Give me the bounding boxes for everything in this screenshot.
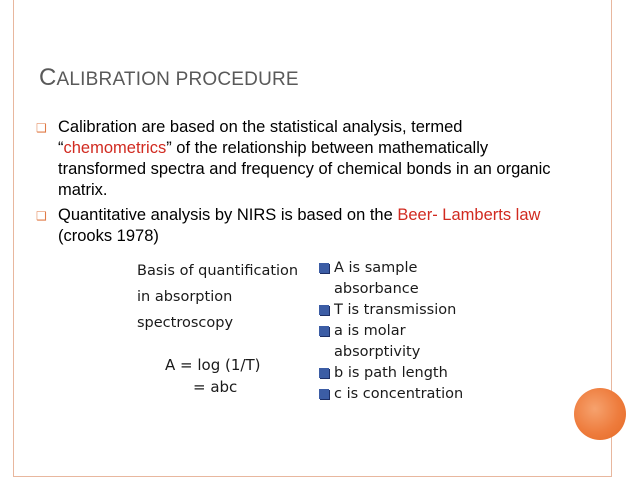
legend-text-continued: absorbance <box>334 281 419 297</box>
figure-caption <box>137 258 298 336</box>
caption-line: in absorption <box>137 289 233 305</box>
legend-text: A is sample <box>334 260 418 276</box>
title-initial: C <box>39 64 57 91</box>
legend-item <box>319 384 463 405</box>
variable-legend <box>319 258 463 405</box>
bullet-text-pre: Calibration are based on the statistical analysis, termed “ <box>58 118 463 157</box>
square-bullet-icon <box>319 368 329 378</box>
caption-line: Basis of quantification <box>137 263 299 279</box>
bullet-text <box>58 118 551 199</box>
bullet-list <box>36 117 556 251</box>
bullet-highlight: Beer- Lamberts law <box>397 206 541 224</box>
legend-text-continued: absorptivity <box>334 344 421 360</box>
bullet-text-post: ” of the relationship between mathematically transformed spectra and frequency of chemical bonds in an organic matrix. <box>58 139 551 199</box>
legend-item <box>319 321 463 342</box>
bullet-highlight: chemometrics <box>63 139 167 157</box>
square-bullet-icon <box>319 326 329 336</box>
bullet-text-post: (crooks 1978) <box>58 227 159 245</box>
legend-item <box>319 258 463 279</box>
decorative-orb-icon <box>574 388 626 440</box>
equation-line: = abc <box>193 378 238 396</box>
equation-figure <box>125 254 470 424</box>
square-bullet-icon <box>319 389 329 399</box>
bullet-item <box>36 117 556 201</box>
legend-item <box>319 300 463 321</box>
bullet-text-pre: Quantitative analysis by NIRS is based on the <box>58 206 398 224</box>
legend-text: b is path length <box>334 365 448 381</box>
legend-text: a is molar <box>334 323 406 339</box>
caption-line: spectroscopy <box>137 315 234 331</box>
title-rest: ALIBRATION PROCEDURE <box>56 69 299 90</box>
bullet-icon: ❑ <box>36 209 47 223</box>
bullet-item <box>36 205 556 247</box>
square-bullet-icon <box>319 263 329 273</box>
equation-line: A = log (1/T) <box>165 356 261 374</box>
legend-text: c is concentration <box>334 386 464 402</box>
bullet-icon: ❑ <box>36 121 47 135</box>
legend-text: T is transmission <box>334 302 457 318</box>
slide-title <box>39 64 299 92</box>
legend-item <box>319 363 463 384</box>
equation <box>165 354 260 398</box>
square-bullet-icon <box>319 305 329 315</box>
bullet-text <box>58 206 540 245</box>
